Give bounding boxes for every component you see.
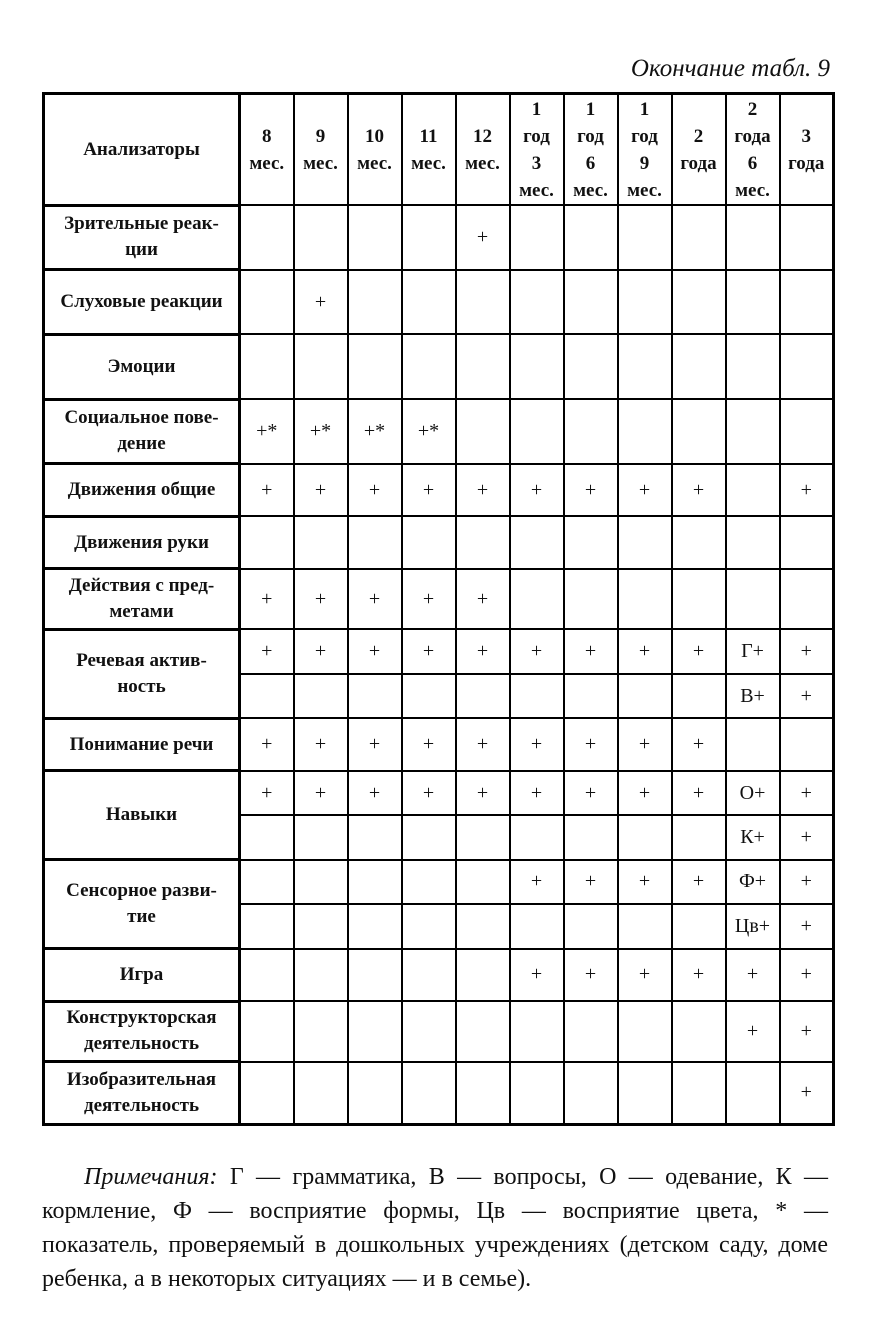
header-analyzers	[44, 94, 240, 206]
table-cell	[402, 205, 456, 270]
table-cell: +	[672, 771, 726, 815]
table-cell: О+	[726, 771, 780, 815]
table-cell: +	[510, 629, 564, 673]
table-cell	[348, 516, 402, 569]
table-cell	[456, 1001, 510, 1062]
header-age-line: год	[577, 125, 604, 147]
table-cell	[564, 569, 618, 630]
table-cell	[564, 205, 618, 270]
row-label-line: метами	[109, 601, 174, 623]
table-cell: +	[618, 949, 672, 1002]
table-cell	[618, 516, 672, 569]
table-cell	[726, 399, 780, 464]
table-cell: В+	[726, 674, 780, 718]
header-age-line: мес.	[357, 152, 392, 174]
header-age-line: мес.	[735, 179, 770, 201]
table-cell	[348, 815, 402, 859]
table-cell	[618, 399, 672, 464]
header-age-line: год	[631, 125, 658, 147]
table-cell	[618, 205, 672, 270]
notes-lead: Примечания:	[84, 1164, 218, 1190]
header-age-line: 2	[693, 125, 704, 147]
table-cell	[294, 516, 348, 569]
header-age	[564, 94, 618, 206]
table-cell	[672, 1001, 726, 1062]
table-cell	[672, 815, 726, 859]
table-cell: +	[348, 464, 402, 517]
table-cell: +	[510, 949, 564, 1002]
table-cell	[618, 674, 672, 718]
header-age-line: мес.	[627, 179, 662, 201]
table-cell	[510, 815, 564, 859]
table-cell	[348, 270, 402, 335]
table-cell: +	[240, 771, 294, 815]
header-age-line: 6	[585, 152, 596, 174]
table-cell	[294, 1001, 348, 1062]
header-age-line: мес.	[303, 152, 338, 174]
table-cell	[510, 270, 564, 335]
table-cell	[564, 1001, 618, 1062]
table-cell	[294, 205, 348, 270]
table-cell	[240, 904, 294, 948]
table-cell: +	[780, 860, 834, 904]
table-cell: +	[618, 860, 672, 904]
table-row	[44, 718, 834, 771]
table-cell	[402, 860, 456, 904]
table-cell	[294, 904, 348, 948]
table-cell	[240, 949, 294, 1002]
table-row	[44, 569, 834, 630]
table-cell	[510, 334, 564, 399]
table-cell	[672, 674, 726, 718]
table-cell: +	[240, 629, 294, 673]
table-cell	[348, 949, 402, 1002]
header-age-line: мес.	[519, 179, 554, 201]
table-cell: +	[240, 569, 294, 630]
table-cell	[618, 1001, 672, 1062]
table-cell: +	[240, 464, 294, 517]
table-cell	[564, 516, 618, 569]
row-label-line: Речевая актив-	[76, 649, 207, 671]
header-age-line: 3	[801, 125, 811, 147]
table-cell	[240, 205, 294, 270]
table-cell	[456, 674, 510, 718]
row-label	[44, 1062, 240, 1125]
table-row	[44, 771, 834, 815]
row-label	[44, 464, 240, 517]
header-age	[456, 94, 510, 206]
table-cell: +	[456, 771, 510, 815]
table-cell	[348, 205, 402, 270]
row-label-line: Игра	[119, 963, 164, 985]
table-cell	[564, 399, 618, 464]
table-cell	[402, 815, 456, 859]
table-cell: +	[672, 949, 726, 1002]
table-cell	[240, 815, 294, 859]
table-row	[44, 1001, 834, 1062]
table-cell: Г+	[726, 629, 780, 673]
row-label-line: Эмоции	[107, 355, 176, 377]
table-cell: +	[294, 569, 348, 630]
table-cell: +	[564, 629, 618, 673]
header-age-line: 2	[747, 98, 758, 120]
table-cell	[294, 949, 348, 1002]
table-cell	[456, 860, 510, 904]
table-cell: Цв+	[726, 904, 780, 948]
table-cell: +	[780, 904, 834, 948]
table-cell	[672, 334, 726, 399]
table-cell	[510, 516, 564, 569]
header-age-line: мес.	[465, 152, 500, 174]
header-age	[672, 94, 726, 206]
table-cell: +	[294, 270, 348, 335]
table-cell: +	[672, 718, 726, 771]
table-cell: К+	[726, 815, 780, 859]
row-label-line: Действия с пред-	[68, 575, 215, 597]
table-cell	[240, 1062, 294, 1125]
table-row	[44, 1062, 834, 1125]
table-cell: +	[510, 771, 564, 815]
row-label-line: Зрительные реак-	[64, 213, 219, 235]
table-cell	[618, 1062, 672, 1125]
table-cell: +	[456, 569, 510, 630]
row-label	[44, 399, 240, 464]
table-cell	[564, 815, 618, 859]
table-cell: +	[618, 771, 672, 815]
table-cell	[402, 674, 456, 718]
table-row	[44, 949, 834, 1002]
table-row	[44, 205, 834, 270]
table-cell	[294, 674, 348, 718]
table-cell: +	[348, 771, 402, 815]
header-age-line: 8	[262, 125, 272, 147]
header-row	[44, 94, 834, 206]
table-row	[44, 629, 834, 673]
table-cell: +	[780, 1001, 834, 1062]
table-cell: +	[456, 718, 510, 771]
table-cell	[294, 815, 348, 859]
header-age	[780, 94, 834, 206]
row-label-line: деятельность	[83, 1095, 200, 1117]
table-cell	[726, 569, 780, 630]
row-label-line: дение	[117, 433, 166, 455]
table-cell: +*	[294, 399, 348, 464]
row-label-line: ции	[125, 239, 158, 261]
header-age-line: 12	[473, 125, 492, 147]
table-cell	[672, 1062, 726, 1125]
header-age-line: год	[523, 125, 550, 147]
table-cell: +	[240, 718, 294, 771]
table-cell	[240, 860, 294, 904]
row-label	[44, 860, 240, 949]
row-label-line: Навыки	[105, 804, 178, 826]
table-cell	[726, 270, 780, 335]
table-cell	[510, 569, 564, 630]
table-cell	[456, 399, 510, 464]
table-cell: +*	[348, 399, 402, 464]
table-cell	[564, 334, 618, 399]
table-cell	[564, 270, 618, 335]
header-age-line: 10	[365, 125, 384, 147]
table-cell	[780, 569, 834, 630]
row-label-line: Социальное пове-	[64, 407, 219, 429]
table-cell	[510, 1062, 564, 1125]
table-cell	[294, 1062, 348, 1125]
table-cell	[456, 904, 510, 948]
table-cell	[348, 1062, 402, 1125]
table-cell: +	[402, 771, 456, 815]
header-age-line: 11	[419, 125, 438, 147]
table-cell	[564, 1062, 618, 1125]
header-age-line: 1	[585, 98, 596, 120]
header-age-line: 3	[531, 152, 542, 174]
development-table	[42, 92, 835, 1126]
table-cell	[348, 674, 402, 718]
table-cell	[672, 399, 726, 464]
table-cell	[780, 516, 834, 569]
header-age	[240, 94, 294, 206]
table-cell: +	[780, 629, 834, 673]
table-cell: +	[294, 464, 348, 517]
table-cell	[348, 860, 402, 904]
header-age	[348, 94, 402, 206]
row-label	[44, 334, 240, 399]
table-cell	[402, 334, 456, 399]
table-cell: +	[726, 1001, 780, 1062]
table-cell: +	[564, 464, 618, 517]
table-cell: +	[564, 718, 618, 771]
header-age	[726, 94, 780, 206]
table-cell	[780, 718, 834, 771]
table-cell	[726, 1062, 780, 1125]
table-cell: +	[402, 629, 456, 673]
table-cell	[780, 205, 834, 270]
header-age-line: мес.	[573, 179, 608, 201]
table-cell	[348, 904, 402, 948]
table-cell: +	[618, 718, 672, 771]
header-age	[402, 94, 456, 206]
table-row	[44, 860, 834, 904]
table-cell	[618, 270, 672, 335]
table-cell: +	[510, 464, 564, 517]
table-cell	[510, 399, 564, 464]
row-label-line: Слуховые реакции	[60, 291, 223, 313]
table-cell: +*	[402, 399, 456, 464]
table-cell: +	[402, 718, 456, 771]
row-label-line: деятельность	[83, 1033, 200, 1055]
table-cell	[510, 1001, 564, 1062]
table-cell	[672, 904, 726, 948]
table-row	[44, 464, 834, 517]
row-label	[44, 1001, 240, 1062]
table-cell: +	[726, 949, 780, 1002]
header-age-line: 1	[639, 98, 650, 120]
row-label	[44, 771, 240, 860]
header-age-line: мес.	[411, 152, 446, 174]
header-age-line: года	[680, 152, 717, 174]
table-cell: +	[294, 771, 348, 815]
table-cell	[294, 334, 348, 399]
table-cell: +	[780, 1062, 834, 1125]
row-label-line: тие	[127, 906, 156, 928]
table-cell	[240, 270, 294, 335]
table-cell	[402, 949, 456, 1002]
table-cell: +	[618, 464, 672, 517]
table-cell	[780, 334, 834, 399]
table-cell	[240, 674, 294, 718]
table-cell	[726, 205, 780, 270]
row-label	[44, 718, 240, 771]
table-cell	[402, 1001, 456, 1062]
table-cell: +	[456, 205, 510, 270]
table-cell: +	[564, 860, 618, 904]
header-age-line: мес.	[249, 152, 285, 174]
header-age	[294, 94, 348, 206]
row-label	[44, 205, 240, 270]
table-cell	[618, 334, 672, 399]
table-cell: +	[294, 718, 348, 771]
table-cell: +	[780, 949, 834, 1002]
table-cell	[456, 1062, 510, 1125]
table-cell	[240, 516, 294, 569]
table-cell: +	[672, 464, 726, 517]
table-cell	[672, 569, 726, 630]
table-cell	[672, 270, 726, 335]
notes-text: Г — грамматика, В — вопросы, О — одевание, К — кормление, Ф — восприятие формы, Цв — восприятие цвета, * — показатель, проверяемый в дошкольных учреждениях (детском саду, доме ребенка, а в некоторых ситуациях — и в семье).	[42, 1164, 828, 1292]
table-cell	[726, 464, 780, 517]
table-cell	[402, 270, 456, 335]
table-cell: +	[294, 629, 348, 673]
table-cell	[726, 718, 780, 771]
table-cell: +	[618, 629, 672, 673]
table-cell	[510, 205, 564, 270]
table-cell	[456, 516, 510, 569]
table-notes	[42, 1160, 828, 1296]
table-cell: +	[780, 674, 834, 718]
table-cell: +	[672, 629, 726, 673]
row-label-line: Движения руки	[74, 531, 209, 553]
header-age-line: года	[734, 125, 771, 147]
table-row	[44, 270, 834, 335]
table-cell: +	[564, 949, 618, 1002]
row-label	[44, 629, 240, 718]
row-label-line: Конструкторская	[66, 1007, 217, 1029]
header-age-line: года	[788, 152, 825, 174]
table-row	[44, 516, 834, 569]
header-age-line: 9	[315, 125, 326, 147]
header-analyzers-label: Анализаторы	[83, 138, 200, 160]
table-cell	[456, 815, 510, 859]
table-cell	[618, 904, 672, 948]
row-label-line: Изобразительная	[66, 1069, 217, 1091]
table-cell	[456, 334, 510, 399]
table-cell: +	[672, 860, 726, 904]
table-cell	[294, 860, 348, 904]
table-cell: +	[510, 860, 564, 904]
table-cell	[564, 674, 618, 718]
table-cell	[348, 334, 402, 399]
row-label-line: Понимание речи	[69, 733, 214, 755]
table-cell	[672, 205, 726, 270]
table-cell	[564, 904, 618, 948]
table-cell: +*	[240, 399, 294, 464]
table-caption: Окончание табл. 9	[630, 55, 830, 82]
row-label-line: ность	[117, 675, 166, 697]
table-cell	[456, 949, 510, 1002]
row-label	[44, 569, 240, 630]
header-age-line: 6	[747, 152, 758, 174]
table-row	[44, 399, 834, 464]
row-label	[44, 516, 240, 569]
table-cell: +	[510, 718, 564, 771]
table-cell	[402, 516, 456, 569]
table-cell: +	[348, 629, 402, 673]
table-cell: Ф+	[726, 860, 780, 904]
table-row	[44, 334, 834, 399]
table-cell	[672, 516, 726, 569]
table-cell	[402, 904, 456, 948]
table-cell: +	[402, 464, 456, 517]
table-cell	[240, 1001, 294, 1062]
row-label-line: Движения общие	[67, 479, 216, 501]
table-cell: +	[564, 771, 618, 815]
row-label-line: Сенсорное разви-	[66, 880, 217, 902]
table-cell	[510, 904, 564, 948]
table-cell: +	[456, 629, 510, 673]
table-cell	[348, 1001, 402, 1062]
table-cell: +	[780, 815, 834, 859]
row-label	[44, 949, 240, 1002]
table-cell	[780, 270, 834, 335]
table-cell	[402, 1062, 456, 1125]
table-cell: +	[780, 771, 834, 815]
header-age-line: 1	[531, 98, 542, 120]
row-label	[44, 270, 240, 335]
table-cell	[456, 270, 510, 335]
table-cell	[618, 569, 672, 630]
header-age-line: 9	[639, 152, 650, 174]
table-cell: +	[402, 569, 456, 630]
table-cell	[618, 815, 672, 859]
table-cell: +	[348, 718, 402, 771]
table-cell	[726, 334, 780, 399]
table-cell	[510, 674, 564, 718]
table-cell	[240, 334, 294, 399]
table-cell: +	[780, 464, 834, 517]
header-age	[618, 94, 672, 206]
table-cell	[726, 516, 780, 569]
table-cell	[780, 399, 834, 464]
header-age	[510, 94, 564, 206]
table-cell: +	[348, 569, 402, 630]
table-cell: +	[456, 464, 510, 517]
